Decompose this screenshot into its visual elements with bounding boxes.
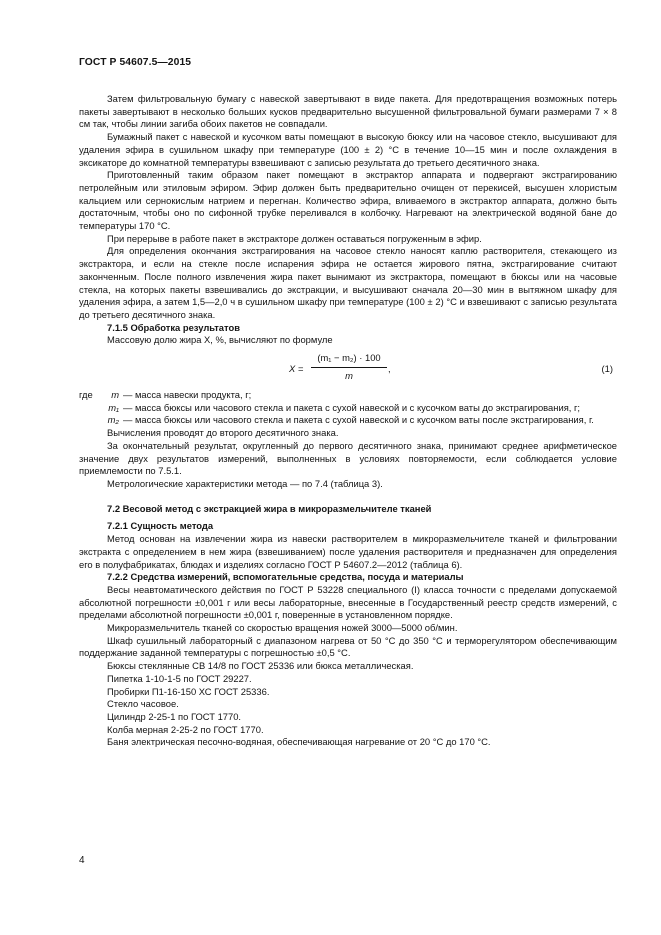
paragraph: Затем фильтровальную бумагу с навеской завертывают в виде пакета. Для предотвращения возможных потерь пакеты завертывают в несколько больших кусков предварительно высушенной фильтровальной бумаги размерами 7 × 8 см так, чтобы линии загиба обоих пакетов не совпадали. bbox=[79, 93, 617, 130]
equipment-item: Шкаф сушильный лабораторный с диапазоном нагрева от 50 °С до 350 °С и терморегулятором обеспечивающим поддержание заданной температуры с погрешностью ±0,5 °С. bbox=[79, 634, 617, 659]
equipment-item: Бюксы стеклянные СВ 14/8 по ГОСТ 25336 или бюкса металлическая. bbox=[107, 660, 414, 672]
equipment-item: Баня электрическая песочно-водяная, обеспечивающая нагревание от 20 °С до 170 °С. bbox=[107, 736, 491, 748]
section-heading-7-1-5: 7.1.5 Обработка результатов bbox=[107, 321, 240, 333]
definition-text: — масса навески продукта, г; bbox=[123, 389, 252, 401]
where-prefix: где bbox=[79, 389, 93, 401]
paragraph: Для определения окончания экстрагирования на часовое стекло наносят каплю растворителя, стекающего из экстрактора, и если на стекле после испарения эфира не остается жирового пятна, экстрагирование считают законченным. После полного извлечения жира пакет вынимают из экстрактора, помещают в бюксы или на часовые стекла, на которых пакеты взвешивались до экстракции, и высушивают сначала 20—30 мин в вытяжном шкафу для удаления эфира, а затем 1,5—2,0 ч в сушильном шкафу при температуре (100 ± 2) °С и взвешивают с записью результата до третьего десятичного знака. bbox=[79, 245, 617, 320]
section-heading-7-2: 7.2 Весовой метод с экстракцией жира в микроразмельчителе тканей bbox=[107, 502, 432, 514]
paragraph: Метод основан на извлечении жира из навески растворителем в микроразмельчителе тканей и фильтровании экстракта с определением в нем жира (взвешиванием) после удаления растворителя и предназначен для определения его в полуфабрикатах, блюдах и изделиях согласно ГОСТ Р 54607.2—2012 (таблица 6). bbox=[79, 533, 617, 570]
formula-denominator: m bbox=[345, 369, 353, 381]
paragraph: Вычисления проводят до второго десятичного знака. bbox=[107, 427, 339, 439]
equipment-item: Микроразмельчитель тканей со скоростью вращения ножей 3000—5000 об/мин. bbox=[107, 622, 458, 634]
definition-m bbox=[79, 389, 617, 402]
formula-numerator: (m₁ − m₂) · 100 bbox=[311, 352, 387, 368]
definition-text: — масса бюксы или часового стекла и пакета с сухой навеской и с кусочком ваты до экстрагирования, г; bbox=[123, 401, 580, 413]
page-number: 4 bbox=[79, 855, 85, 866]
symbol-m1: m₁ bbox=[108, 401, 119, 413]
formula-lhs: X = bbox=[289, 363, 304, 375]
section-heading-7-2-2: 7.2.2 Средства измерений, вспомогательные средства, посуда и материалы bbox=[107, 571, 464, 583]
equipment-item: Пробирки П1-16-150 ХС ГОСТ 25336. bbox=[107, 685, 270, 697]
page-content bbox=[79, 93, 617, 749]
formula-1 bbox=[79, 349, 617, 387]
formula-comma: , bbox=[388, 363, 391, 375]
paragraph: Метрологические характеристики метода — по 7.4 (таблица 3). bbox=[107, 477, 383, 489]
paragraph: При перерыве в работе пакет в экстракторе должен оставаться погруженным в эфир. bbox=[107, 232, 482, 244]
page-header: ГОСТ Р 54607.5—2015 bbox=[79, 57, 192, 68]
paragraph: Бумажный пакет с навеской и кусочком ваты помещают в высокую бюксу или на часовое стекло, высушивают для удаления эфира в сушильном шкафу при температуре (100 ± 2) °С в течение 10—15 мин и после охлаждения в эксикаторе до комнатной температуры взвешивают с записью результата до третьего десятичного знака. bbox=[79, 131, 617, 168]
definition-m1 bbox=[79, 402, 617, 415]
formula-fraction bbox=[311, 352, 387, 382]
symbol-m: m bbox=[111, 389, 119, 401]
definition-text: — масса бюксы или часового стекла и пакета с сухой навеской и с кусочком ваты после экстрагирования, г. bbox=[123, 414, 594, 426]
equipment-item: Стекло часовое. bbox=[107, 698, 179, 710]
equipment-item: Весы неавтоматического действия по ГОСТ Р 53228 специального (I) класса точности с пределами допускаемой абсолютной погрешности ±0,001 г или весы лабораторные, внесенные в Государственный реестр средств измерений, с пределами абсолютной погрешности ±0,001 г, поверенные в установленном порядке. bbox=[79, 583, 617, 621]
paragraph: Массовую долю жира X, %, вычисляют по формуле bbox=[107, 334, 333, 346]
section-heading-7-2-1: 7.2.1 Сущность метода bbox=[107, 520, 214, 532]
equipment-item: Колба мерная 2-25-2 по ГОСТ 1770. bbox=[107, 723, 264, 735]
symbol-m2: m₂ bbox=[107, 414, 119, 426]
paragraph: За окончательный результат, округленный до первого десятичного знака, принимают среднее арифметическое значение двух результатов измерений, выполненных в условиях повторяемости, если соблюдается условие приемлемости по 7.5.1. bbox=[79, 439, 617, 477]
equipment-item: Пипетка 1-10-1-5 по ГОСТ 29227. bbox=[107, 672, 252, 684]
paragraph: Приготовленный таким образом пакет помещают в экстрактор аппарата и подвергают экстрагированию петролейным или этиловым эфиром. Эфир должен быть предварительно очищен от перекисей, высушен хлористым кальцием или сернокислым натрием и перегнан. Количество эфира, вливаемого в экстрактор аппарата, должно быть достаточным, чтобы оно по сифонной трубке переливался в колбочку. Нагревают на электрической водяной бане до температуры 170 °С. bbox=[79, 169, 617, 232]
formula-number: (1) bbox=[601, 363, 613, 375]
definition-m2 bbox=[79, 414, 617, 427]
equipment-item: Цилиндр 2-25-1 по ГОСТ 1770. bbox=[107, 710, 242, 722]
